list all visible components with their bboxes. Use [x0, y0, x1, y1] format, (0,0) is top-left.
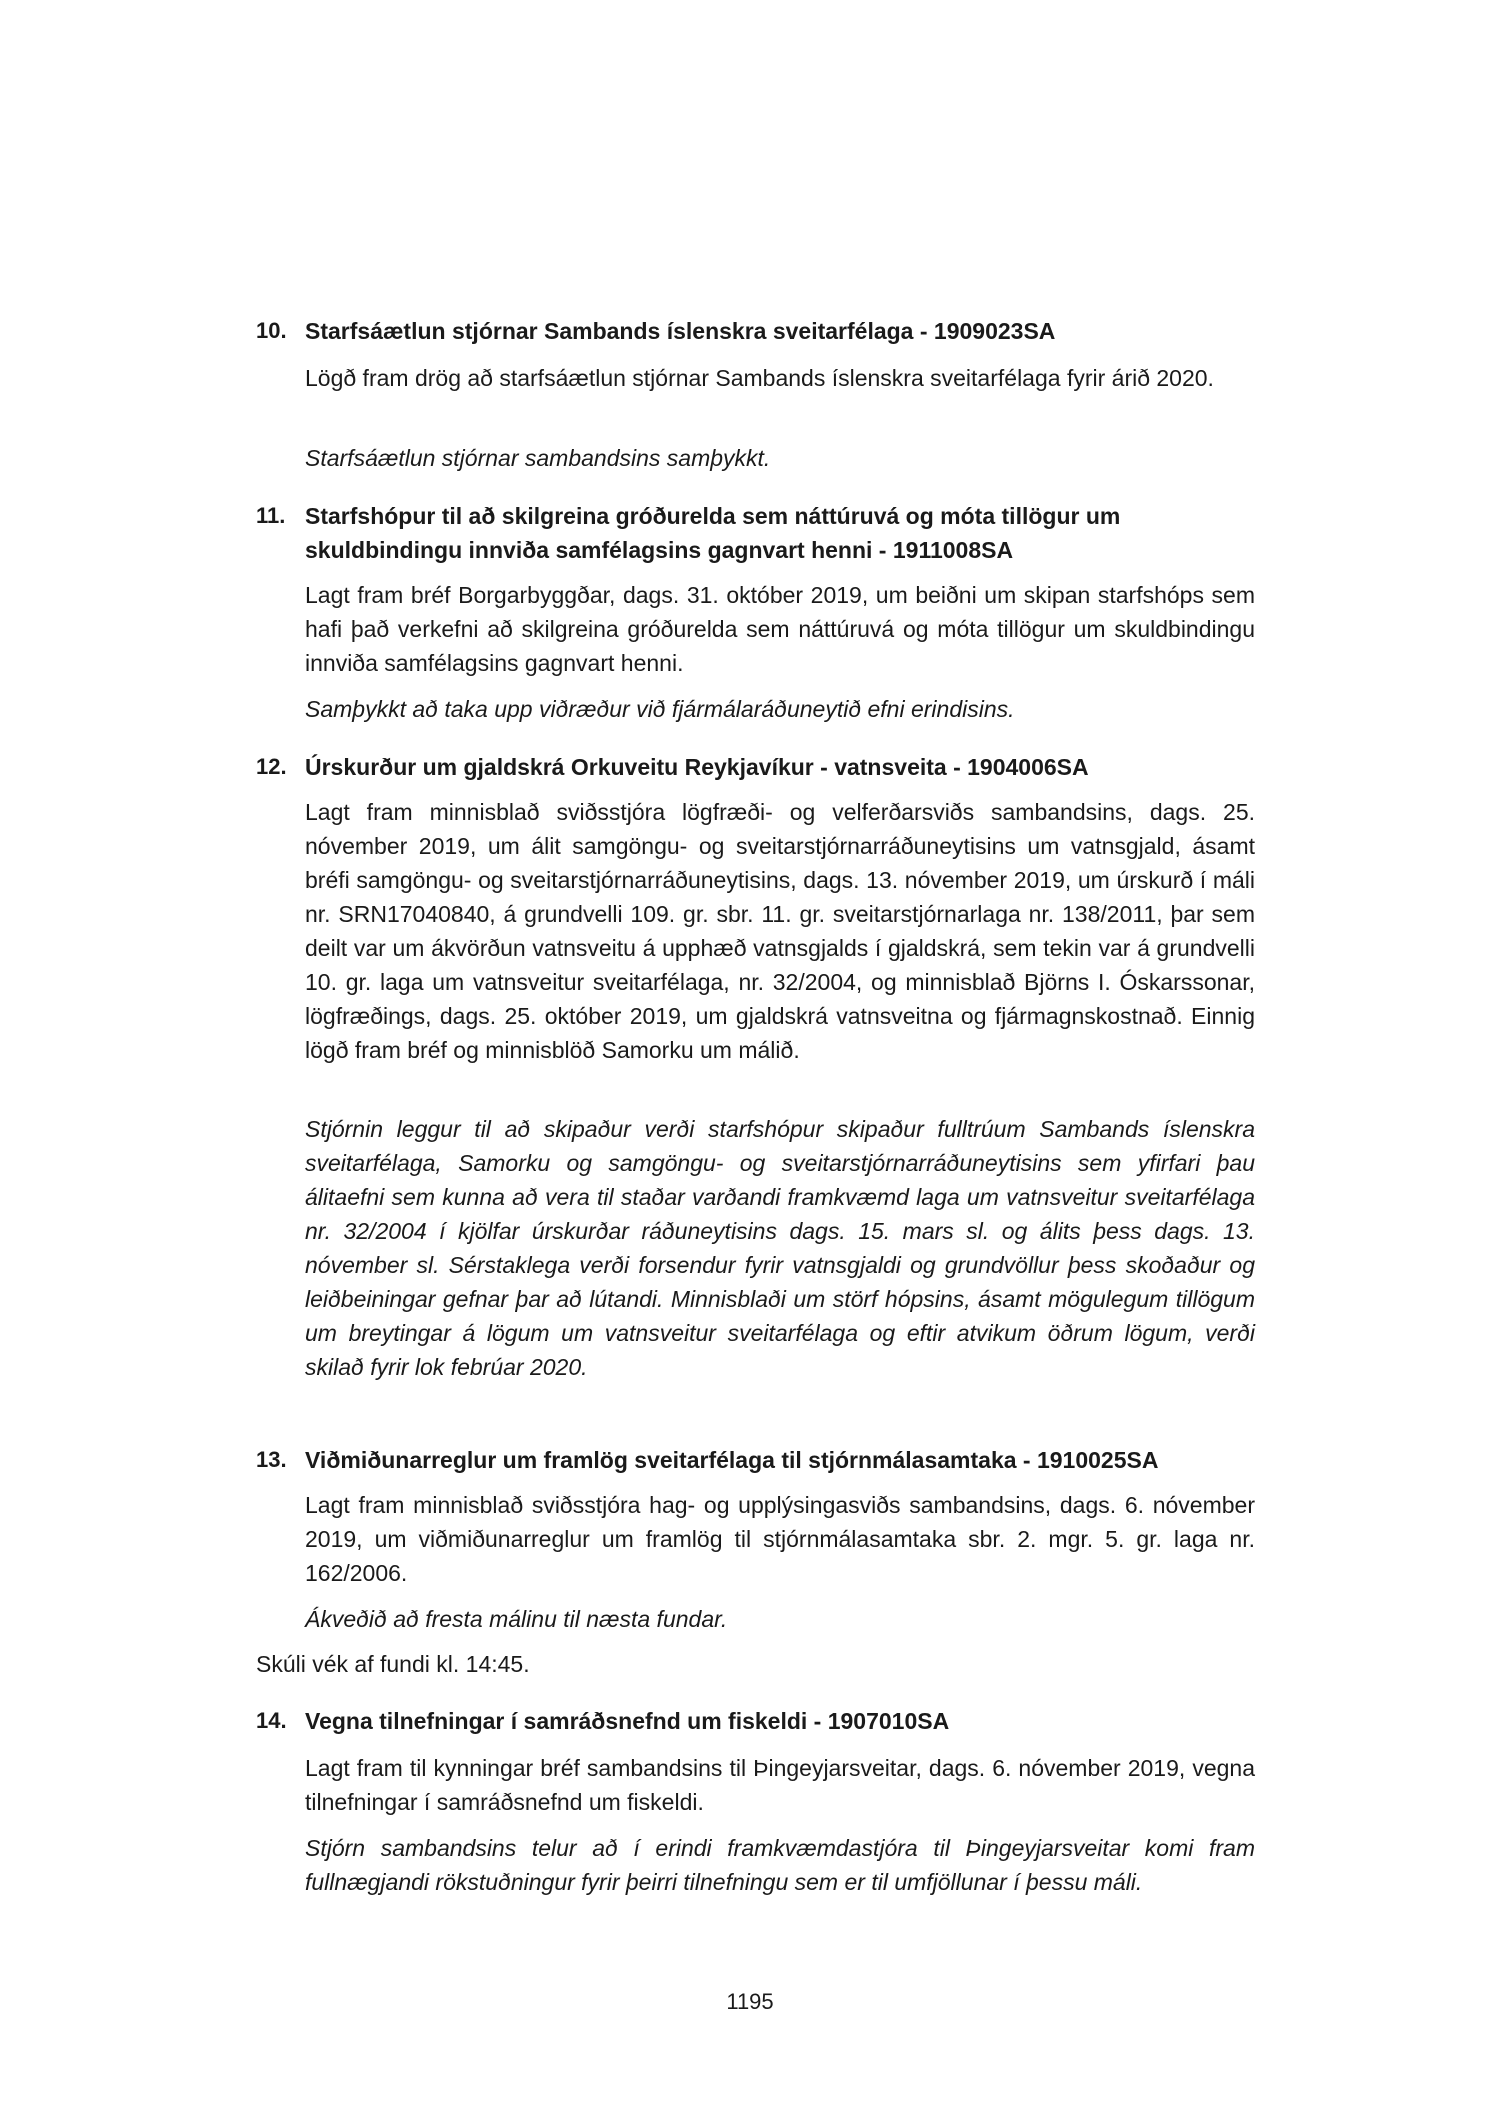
- item-body: Lagt fram minnisblað sviðsstjóra hag- og upplýsingasviðs sambandsins, dags. 6. nóvember 2019, um viðmiðunarreglur um framlög til stjórnmálasamtaka sbr. 2. mgr. 5. gr. laga nr. 162/2006.: [305, 1492, 1255, 1586]
- item-number: 13.: [256, 1447, 287, 1472]
- item-title: Úrskurður um gjaldskrá Orkuveitu Reykjavíkur - vatnsveita - 1904006SA: [305, 754, 1089, 780]
- item-decision: Samþykkt að taka upp viðræður við fjármálaráðuneytið efni erindisins.: [305, 696, 1015, 722]
- item-body: Lagt fram til kynningar bréf sambandsins til Þingeyjarsveitar, dags. 6. nóvember 2019, vegna tilnefningar í samráðsnefnd um fiskeldi.: [305, 1755, 1255, 1815]
- item-decision: Stjórnin leggur til að skipaður verði starfshópur skipaður fulltrúum Sambands íslenskra sveitarfélaga, Samorku og samgöngu- og sveitarstjórnarráðuneytisins sem yfirfari þau álitaefni sem kunna að vera til staðar varðandi framkvæmd laga um vatnsveitur sveitarfélaga nr. 32/2004 í kjölfar úrskurðar ráðuneytisins dags. 15. mars sl. og álits þess dags. 13. nóvember sl. Sérstaklega verði forsendur fyrir vatnsgjaldi og grundvöllur þess skoðaður og leiðbeiningar gefnar þar að lútandi. Minnisblaði um störf hópsins, ásamt mögulegum tillögum um breytingar á lögum um vatnsveitur sveitarfélaga og eftir atvikum öðrum lögum, verði skilað fyrir lok febrúar 2020.: [305, 1116, 1255, 1380]
- item-number: 11.: [256, 503, 286, 528]
- item-body: Lagt fram minnisblað sviðsstjóra lögfræði- og velferðarsviðs sambandsins, dags. 25. nóvember 2019, um álit samgöngu- og sveitarstjórnarráðuneytisins um vatnsgjald, ásamt bréfi samgöngu- og sveitarstjórnarráðuneytisins, dags. 13. nóvember 2019, um úrskurð í máli nr. SRN17040840, á grundvelli 109. gr. sbr. 11. gr. sveitarstjórnarlaga nr. 138/2011, þar sem deilt var um ákvörðun vatnsveitu á upphæð vatnsgjalds í gjaldskrá, sem tekin var á grundvelli 10. gr. laga um vatnsveitur sveitarfélaga, nr. 32/2004, og minnisblað Björns I. Óskarssonar, lögfræðings, dags. 25. október 2019, um gjaldskrá vatnsveitna og fjármagnskostnað. Einnig lögð fram bréf og minnisblöð Samorku um málið.: [305, 799, 1255, 1063]
- item-body: Lagt fram bréf Borgarbyggðar, dags. 31. október 2019, um beiðni um skipan starfshóps sem hafi það verkefni að skilgreina gróðurelda sem náttúruvá og móta tillögur um skuldbindingu innviða samfélagsins gagnvart henni.: [305, 582, 1255, 676]
- item-decision: Stjórn sambandsins telur að í erindi framkvæmdastjóra til Þingeyjarsveitar komi fram fullnægjandi rökstuðningur fyrir þeirri tilnefningu sem er til umfjöllunar í þessu máli.: [305, 1835, 1255, 1895]
- item-title: Starfsáætlun stjórnar Sambands íslenskra sveitarfélaga - 1909023SA: [305, 318, 1056, 344]
- item-title: Vegna tilnefningar í samráðsnefnd um fiskeldi - 1907010SA: [305, 1708, 950, 1734]
- item-number: 12.: [256, 754, 287, 779]
- item-decision: Starfsáætlun stjórnar sambandsins samþykkt.: [305, 445, 771, 471]
- meeting-note: Skúli vék af fundi kl. 14:45.: [256, 1651, 530, 1677]
- item-number: 14.: [256, 1708, 287, 1733]
- item-title: Viðmiðunarreglur um framlög sveitarfélaga til stjórnmálasamtaka - 1910025SA: [305, 1447, 1159, 1473]
- item-decision: Ákveðið að fresta málinu til næsta fundar.: [305, 1606, 728, 1632]
- item-number: 10.: [256, 318, 287, 343]
- page-number: 1195: [726, 1989, 774, 2014]
- item-title: Starfshópur til að skilgreina gróðurelda sem náttúruvá og móta tillögur um skuldbindingu innviða samfélagsins gagnvart henni - 1911008SA: [305, 503, 1121, 563]
- item-body: Lögð fram drög að starfsáætlun stjórnar Sambands íslenskra sveitarfélaga fyrir árið 2020.: [305, 365, 1214, 391]
